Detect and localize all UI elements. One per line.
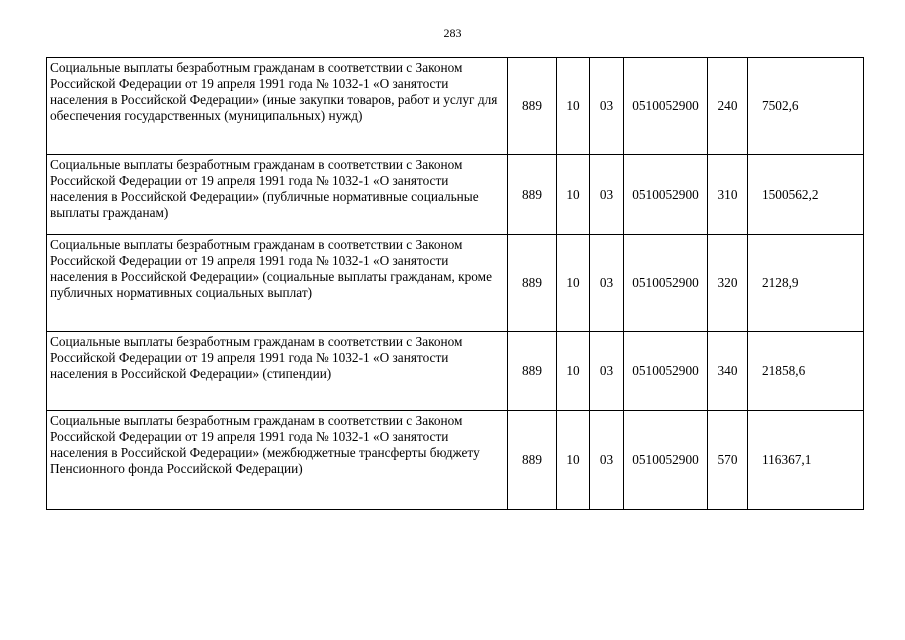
subsection-code: 03 [590, 332, 624, 411]
target-code: 0510052900 [624, 235, 708, 332]
amount-value: 7502,6 [748, 58, 864, 155]
section-code: 10 [557, 58, 590, 155]
table-row [47, 332, 864, 411]
subsection-code: 03 [590, 411, 624, 510]
target-code: 0510052900 [624, 155, 708, 235]
section-code: 10 [557, 155, 590, 235]
ministry-code: 889 [508, 411, 557, 510]
amount-value: 1500562,2 [748, 155, 864, 235]
target-code: 0510052900 [624, 332, 708, 411]
table-row [47, 155, 864, 235]
table-row [47, 58, 864, 155]
subsection-code: 03 [590, 235, 624, 332]
page-number: 283 [443, 26, 462, 40]
section-code: 10 [557, 411, 590, 510]
ministry-code: 889 [508, 332, 557, 411]
row-description: Социальные выплаты безработным гражданам в соответствии с Законом Российской Федерации от 19 апреля 1991 года № 1032-1 «О занятости населения в Российской Федерации» (стипендии) [47, 332, 508, 411]
amount-value: 116367,1 [748, 411, 864, 510]
target-code: 0510052900 [624, 411, 708, 510]
amount-value: 21858,6 [748, 332, 864, 411]
row-description: Социальные выплаты безработным гражданам в соответствии с Законом Российской Федерации от 19 апреля 1991 года № 1032-1 «О занятости населения в Российской Федерации» (иные закупки товаров, работ и услуг для обеспечения государственных (муниципальных) нужд) [47, 58, 508, 155]
ministry-code: 889 [508, 155, 557, 235]
subsection-code: 03 [590, 155, 624, 235]
expense-type-code: 240 [708, 58, 748, 155]
expense-type-code: 570 [708, 411, 748, 510]
row-description: Социальные выплаты безработным гражданам в соответствии с Законом Российской Федерации от 19 апреля 1991 года № 1032-1 «О занятости населения в Российской Федерации» (межбюджетные трансферты бюджету Пенсионного фонда Российской Федерации) [47, 411, 508, 510]
budget-table [46, 57, 864, 510]
expense-type-code: 310 [708, 155, 748, 235]
table-row [47, 411, 864, 510]
ministry-code: 889 [508, 58, 557, 155]
row-description: Социальные выплаты безработным гражданам в соответствии с Законом Российской Федерации от 19 апреля 1991 года № 1032-1 «О занятости населения в Российской Федерации» (публичные нормативные социальные выплаты гражданам) [47, 155, 508, 235]
subsection-code: 03 [590, 58, 624, 155]
expense-type-code: 320 [708, 235, 748, 332]
target-code: 0510052900 [624, 58, 708, 155]
table-row [47, 235, 864, 332]
row-description: Социальные выплаты безработным гражданам в соответствии с Законом Российской Федерации от 19 апреля 1991 года № 1032-1 «О занятости населения в Российской Федерации» (социальные выплаты гражданам, кроме публичных нормативных социальных выплат) [47, 235, 508, 332]
section-code: 10 [557, 332, 590, 411]
ministry-code: 889 [508, 235, 557, 332]
expense-type-code: 340 [708, 332, 748, 411]
section-code: 10 [557, 235, 590, 332]
amount-value: 2128,9 [748, 235, 864, 332]
